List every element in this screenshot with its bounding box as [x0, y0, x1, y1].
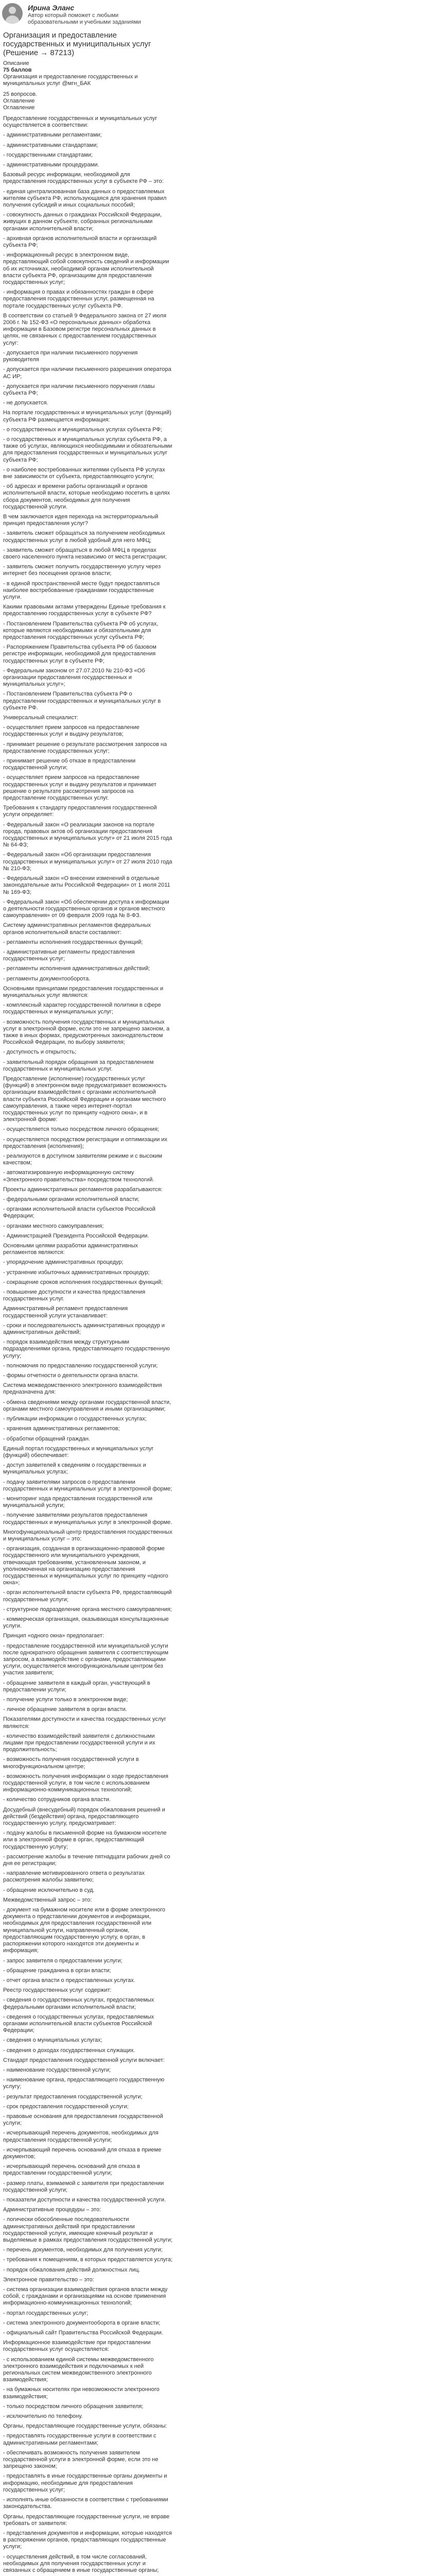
answer-option: - административными регламентами;: [3, 132, 102, 139]
answer-option: - полномочия по предоставлению государственной услуги;: [3, 1362, 158, 1369]
answer-option: - не допускается.: [3, 400, 48, 406]
answer-option: - федеральными органами исполнительной власти;: [3, 1196, 139, 1203]
answer-option: - о государственных и муниципальных услугах субъекта РФ;: [3, 426, 162, 433]
question-text: Межведомственный запрос – это:: [3, 1896, 92, 1903]
question-text: На портале государственных и муниципальных услуг (функций) субъекта РФ размещается информация:: [3, 410, 171, 423]
answer-option: - исчерпывающий перечень документов, необходимых для предоставления государственной услуги;: [3, 2130, 159, 2143]
question-text: Универсальный специалист:: [3, 715, 78, 721]
answer-option: - повышение доступности и качества предоставления государственных услуг.: [3, 1289, 146, 1302]
answer-option: - коммерческая организация, оказывающая консультационные услуги.: [3, 1616, 169, 1630]
answer-option: - единая централизованная база данных о предоставляемых жителям субъекта РФ, использующаяся для хранения правил получения субсидий и иных социальных пособий;: [3, 188, 167, 209]
question-text: Показателями доступности и качества государственных услуг являются:: [3, 1716, 166, 1730]
answer-option: - возможность получения государственной услуги в многофункциональном центре;: [3, 1756, 139, 1770]
meta-divider: [3, 111, 173, 115]
answer-option: - сведения о доходах государственных служащих.: [3, 2047, 135, 2054]
answer-option: - информационный ресурс в электронном виде, представляющий собой совокупность сведений и информации об их источниках, необходимой органам исполнительной власти субъекта РФ, организациям для предоставления государственных услуг;: [3, 252, 169, 286]
answer-option: - обращение гражданина в орган власти;: [3, 1967, 111, 1974]
answer-option: - регламенты исполнения государственных функций;: [3, 939, 143, 945]
answer-option: - возможность получения информации о ходе предоставления государственной услуги, в том числе с использованием информационно-коммуникационных технологий;: [3, 1773, 168, 1793]
answer-option: - органами местного самоуправления;: [3, 1223, 104, 1229]
answer-option: - получение заявителями результатов предоставления государственных и муниципальных услуг в электронной форме.: [3, 1512, 172, 1526]
answer-option: - архивная органов исполнительной власти и организаций субъекта РФ;: [3, 235, 157, 249]
question-text: Реестр государственных услуг содержит:: [3, 1987, 112, 1994]
question-text: Требования к стандарту предоставления государственной услуги определяет:: [3, 805, 157, 818]
question-text: Информационное взаимодействие при предоставлении государственных услуг осуществляется:: [3, 2340, 151, 2353]
answer-option: - допускается при наличии письменного поручения руководителя: [3, 349, 138, 363]
author-info: [28, 3, 162, 26]
avatar: [2, 3, 23, 24]
answer-option: - органами исполнительной власти субъектов Российской Федерации;: [3, 1206, 155, 1219]
answer-option: - исполнять иные обязанности в соответствии с требованиями законодательства.: [3, 2497, 168, 2510]
answer-option: - допускается при наличии письменного разрешения оператора АС ИР;: [3, 366, 171, 380]
document-meta: [3, 60, 173, 111]
answer-option: - Федеральный закон «Об обеспечении доступа к информации о деятельности государственных органов и органов местного самоуправления» от 09 февраля 2009 года № 8-ФЗ.: [3, 899, 169, 919]
answer-option: - Постановлением Правительства субъекта РФ об услугах, которые являются необходимыми и обязательными для предоставления государственных услуг субъекта РФ;: [3, 620, 159, 640]
answer-option: - сведения о государственных услугах, предоставляемых органами исполнительной власти субъектов Российской Федерации;: [3, 2013, 154, 2034]
author-description: Автор который поможет с любыми образовательными и учебными заданиями: [28, 12, 141, 25]
answer-option: - исчерпывающий перечень оснований для отказа в предоставлении государственной услуги;: [3, 2163, 141, 2177]
answer-option: - в единой пространственной месте будут предоставляться наиболее востребованные гражданами государственные услуги.: [3, 580, 160, 600]
answer-option: - комплексный характер государственной политики в сфере государственных и муниципальных услуг;: [3, 1002, 161, 1015]
answer-option: - обмена сведениями между органами государственной власти, органами местного самоуправления и иными организациями;: [3, 1399, 171, 1412]
question-text: Принцип «одного окна» предполагает:: [3, 1633, 104, 1639]
answer-option: - регламенты исполнения административных действий;: [3, 965, 150, 972]
question-text: Какими правовыми актами утверждены Единые требования к предоставлению государственных услуг в субъекте РФ?: [3, 604, 166, 617]
answer-option: - административными процедурами.: [3, 162, 99, 168]
meta-label: Описание: [3, 60, 29, 66]
answer-option: - заявитель сможет получить государственную услугу через интернет без посещения органов власти;: [3, 564, 161, 577]
answer-option: - с использованием единой системы межведомственного электронного взаимодействия и подключаемых к ней региональных систем межведомственного электронного взаимодействия;: [3, 2356, 154, 2383]
answer-option: - получение услуги только в электронном виде;: [3, 1697, 128, 1703]
question-text: Единый портал государственных и муниципальных услуг (функций) обеспечивает:: [3, 1445, 154, 1459]
answer-option: - порядок обжалования действий должностных лиц.: [3, 2266, 141, 2273]
author-name[interactable]: Ирина Эланс: [28, 4, 75, 12]
answer-option: - заявительный порядок обращения за предоставлением государственных и муниципальных услуг.: [3, 1059, 154, 1072]
answer-option: - мониторинг хода предоставления государственной или муниципальной услуги;: [3, 1495, 153, 1509]
question-text: Систему административных регламентов федеральных органов исполнительной власти составляют:: [3, 922, 151, 936]
question-text: Стандарт предоставления государственной услуги включает:: [3, 2057, 165, 2063]
answer-option: - перечень документов, необходимых для получения услуги;: [3, 2247, 163, 2253]
answer-option: - наименование государственной услуги;: [3, 2066, 111, 2073]
answer-option: - представления документов и информации, которые находятся в распоряжении органов, предоставляющих государственные услуги;: [3, 2530, 172, 2550]
answer-option: - информация о правах и обязанностях граждан в сфере предоставления государственных услуг, размещенная на портале государственных услуг субъекта РФ.: [3, 289, 154, 309]
page-title: Организация и предоставление государственных и муниципальных услуг (Решение → 87213): [3, 31, 151, 57]
answer-option: - административными стандартами;: [3, 142, 98, 148]
answer-option: - Федеральный закон «Об организации предоставления государственных и муниципальных услуг» от 27 июля 2010 года № 210-ФЗ;: [3, 852, 172, 872]
answer-option: - наименование органа, предоставляющего государственную услугу;: [3, 2077, 165, 2090]
answer-option: - правовые основания для предоставления государственной услуги;: [3, 2113, 163, 2127]
answer-option: - возможность получения государственных и муниципальных услуг в электронной форме, если это не запрещено законом, а также в иных формах, предусмотренных законодательством Российской Федерации, по выбору заявителя;: [3, 1019, 170, 1046]
answer-option: - сведения о муниципальных услугах;: [3, 2037, 102, 2044]
question-text: Органы, предоставляющие государственные услуги, не вправе требовать от заявителя:: [3, 2513, 170, 2527]
answer-option: - осуществляется только посредством личного обращения;: [3, 1126, 159, 1133]
answer-option: - о наиболее востребованных жителями субъекта РФ услугах вне зависимости от субъекта, предоставляющего услуги;: [3, 466, 165, 480]
answer-option: - совокупность данных о гражданах Российской Федерации, живущих в данном субъекте, собранных региональными органами исполнительной власти;: [3, 212, 162, 232]
answer-option: - доступность и открытость;: [3, 1049, 77, 1056]
answer-option: - автоматизированную информационную систему «Электронного правительства» посредством технологий.: [3, 1170, 154, 1183]
answer-option: - документ на бумажном носителе или в форме электронного документа о представлении документов и информации, необходимых для предоставления государственной или муниципальной услуги, направленный органом, предоставляющим государственную услугу, в орган, в распоряжении которого находятся эти документы и информация;: [3, 1907, 166, 1954]
answer-option: - устранение избыточных административных процедур;: [3, 1269, 150, 1276]
avatar-body-icon: [5, 15, 20, 24]
question-text: В чем заключается идея перехода на экстерриториальный принцип предоставления услуг?: [3, 513, 159, 527]
question-text: Досудебный (внесудебный) порядок обжалования решений и действий (бездействия) органа, предоставляющего государственную услугу, предусматривает:: [3, 1806, 165, 1827]
answer-option: - Федеральным законом от 27.07.2010 № 210-ФЗ «Об организации предоставления государственных и муниципальных услуг»;: [3, 667, 145, 688]
answer-option: - административные регламенты предоставления государственных услуг;: [3, 948, 135, 962]
answer-option: - личное обращение заявителя в орган власти.: [3, 1706, 127, 1713]
answer-option: - запрос заявителя о предоставлении услуги;: [3, 1957, 123, 1964]
answer-option: - предоставление государственной или муниципальной услуги после однократного обращения заявителя с соответствующим запросом, а взаимодействие с органами, предоставляющими услуги, осуществляется многофункциональным центром без участия заявителя;: [3, 1642, 169, 1676]
answer-option: - отчет органа власти о предоставленных услугах.: [3, 1977, 135, 1984]
answer-option: - осуществляется посредством регистрации и оптимизации их предоставления (исполнения);: [3, 1136, 167, 1149]
question-text: Система межведомственного электронного взаимодействия предназначена для:: [3, 1382, 162, 1396]
question-text: В соответствии со статьей 9 Федерального закона от 27 июля 2006 г. № 152-ФЗ «О персональных данных» обработка информации в Базовом регистре персональных данных в целях, не связанных с предоставлением государственных услуг:: [3, 312, 167, 346]
question-text: Предоставление государственных и муниципальных услуг осуществляется в соответствии:: [3, 115, 158, 129]
meta-value: Организация и предоставление государственных и муниципальных услуг @мгн_БАК: [3, 74, 138, 87]
meta-value: Оглавление: [3, 105, 35, 111]
answer-option: - допускается при наличии письменного поручения главы субъекта РФ;: [3, 383, 155, 396]
answer-option: - структурное подразделение органа местного самоуправления;: [3, 1606, 172, 1613]
answer-option: - предоставлять в иные государственные органы документы и информацию, необходимые для предоставления государственных услуг;: [3, 2473, 167, 2493]
answer-option: - сроки и последовательность административных процедур и административных действий;: [3, 1322, 165, 1336]
question-text: Проекты административных регламентов разрабатываются:: [3, 1186, 163, 1193]
answer-option: - обеспечивать возможность получения заявителем государственной услуги в электронной форме, если это не запрещено законом;: [3, 2449, 159, 2470]
answer-option: - направление мотивированного ответа о результатах рассмотрения жалобы заявителю;: [3, 1870, 145, 1884]
question-text: Предоставление (исполнение) государственных услуг (функций) в электронном виде предусматривает возможность организации взаимодействия с органами исполнительной власти субъекта Российской Федерации и органами местного самоуправления, а также через интернет-портал государственных услуг по принципу «одного окна», и в электронной форме:: [3, 1075, 167, 1123]
answer-option: - организация, созданная в организационно-правовой форме государственного или муниципального учреждения, отвечающая требованиям, установленным законом, и уполномоченная на организацию предоставления государственных и муниципальных услуг по принципу «одного окна»;: [3, 1546, 168, 1586]
answer-option: - принимает решение о результате рассмотрения запросов на предоставление государственных услуг;: [3, 741, 167, 754]
answer-option: - реализуются в доступном заявителям режиме и с высоким качеством;: [3, 1153, 162, 1166]
answer-option: - подачу заявителями запросов о предоставлении государственных и муниципальных услуг в электронной форме;: [3, 1479, 172, 1492]
answer-option: - Постановлением Правительства субъекта РФ о предоставлении государственных и муниципальных услуг в субъекте РФ.: [3, 691, 161, 711]
answer-option: - только посредством личного обращения заявителя;: [3, 2403, 144, 2410]
answer-option: - государственными стандартами;: [3, 151, 93, 158]
question-text: Административный регламент предоставления государственной услуги устанавливает:: [3, 1306, 128, 1319]
question-text: Административные процедуры – это:: [3, 2207, 101, 2213]
answer-option: - заявитель сможет обращаться за получением необходимых государственных услуг в любой удобный для него МФЦ;: [3, 530, 165, 544]
meta-value: 75 баллов: [3, 67, 32, 73]
answer-option: - Федеральный закон «О внесении изменений в отдельные законодательные акты Российской Федерации» от 1 июля 2011 № 169-ФЗ;: [3, 875, 170, 895]
answer-option: - хранения административных регламентов;: [3, 1426, 120, 1432]
answer-option: - осуществляет прием запросов на предоставление государственных услуг и выдачу результатов;: [3, 724, 139, 738]
answer-option: - количество сотрудников органа власти.: [3, 1797, 111, 1803]
answer-option: - орган исполнительной власти субъекта РФ, предоставляющий государственные услуги;: [3, 1589, 172, 1603]
answer-option: - упорядочение административных процедур;: [3, 1259, 124, 1266]
meta-value: Оглавление: [3, 98, 35, 104]
question-text: Основными целями разработки административных регламентов являются:: [3, 1243, 138, 1256]
answer-option: - обращение заявителя в каждый орган, участвующий в предоставлении услуги;: [3, 1680, 150, 1693]
answer-option: - предоставлять государственные услуги в соответствии с административными регламентами;: [3, 2433, 156, 2446]
answer-option: - обращение исключительно в суд.: [3, 1887, 95, 1893]
answer-option: - результат предоставления государственной услуги;: [3, 2093, 143, 2100]
answer-option: - публикации информации о государственных услугах;: [3, 1416, 147, 1422]
answer-option: - порядок взаимодействия между структурными подразделениями органа, предоставляющего государственную услугу;: [3, 1339, 170, 1359]
document-content: [0, 31, 173, 2576]
answer-option: - Распоряжением Правительства субъекта РФ об базовом регистре информации, необходимой для предоставления государственных услуг в субъекте РФ;: [3, 644, 156, 664]
answer-option: - обработки обращений граждан.: [3, 1435, 90, 1442]
answer-option: - система электронного документооборота в органе власти;: [3, 2319, 161, 2326]
answer-option: - портал государственных услуг;: [3, 2310, 89, 2316]
question-text: Многофункциональный центр предоставления государственных и муниципальных услуг – это:: [3, 1529, 172, 1542]
answer-option: - на бумажных носителях при невозможности электронного взаимодействия;: [3, 2386, 160, 2400]
avatar-head-icon: [9, 7, 16, 14]
answer-option: - заявитель сможет обращаться в любой МФЦ в пределах своего населенного пункта независимо от места регистрации;: [3, 547, 167, 560]
answer-option: - Федеральный закон «О реализации законов на портале города, правовых актов об организации предоставления государственных и муниципальных услуг» от 21 июля 2015 года № 64-ФЗ;: [3, 821, 172, 849]
question-text: Органы, предоставляющие государственные услуги, обязаны:: [3, 2423, 167, 2430]
meta-value: 25 вопросов.: [3, 91, 37, 97]
answer-option: - показатели доступности и качества государственной услуги.: [3, 2196, 166, 2203]
answer-option: - логически обособленные последовательности административных действий при предоставлении государственной услуги, имеющие конечный результат и выделяемые в рамках предоставления государственной услуги;: [3, 2216, 172, 2243]
answer-option: - Администрацией Президента Российской Федерации.: [3, 1232, 149, 1239]
answer-option: - исключительно по телефону.: [3, 2413, 83, 2420]
answer-option: - доступ заявителей к сведениям о государственных и муниципальных услугах;: [3, 1462, 146, 1476]
question-text: Основными принципами предоставления государственных и муниципальных услуг являются:: [3, 985, 164, 998]
answer-option: - официальный сайт Правительства Российской Федерации.: [3, 2330, 163, 2336]
answer-option: - сведения о государственных услугах, предоставляемых федеральными органами исполнительной власти;: [3, 1997, 154, 2010]
answer-option: - требования к помещениям, в которых предоставляется услуга;: [3, 2257, 173, 2263]
answer-option: - об адресах и времени работы организаций и органов исполнительной власти, которые необходимо посетить в целях сбора документов, необходимых для получения государственной услуги.: [3, 483, 170, 510]
answer-option: - принимает решение об отказе в предоставлении государственной услуги;: [3, 758, 136, 771]
question-text: Базовый ресурс информации, необходимой для предоставления государственных услуг в субъекте РФ – это:: [3, 172, 164, 185]
question-text: Электронное правительство – это:: [3, 2276, 94, 2283]
answer-option: - формы отчетности о деятельности органа власти.: [3, 1372, 139, 1379]
answer-option: - срок предоставления государственной услуги;: [3, 2103, 129, 2110]
author-header: [0, 0, 436, 31]
answer-option: - о государственных и муниципальных услугах субъекта РФ, а также об услугах, являющихся необходимыми и обязательными для предоставления государственных и муниципальных услуг субъекта РФ;: [3, 436, 172, 463]
answer-option: - рассмотрение жалобы в течение пятнадцати рабочих дней со дня ее регистрации;: [3, 1853, 170, 1867]
answer-option: - подачу жалобы в письменной форме на бумажном носителе или в электронной форме в орган, предоставляющий государственную услугу;: [3, 1830, 167, 1850]
answer-option: - осуществления действий, в том числе согласований, необходимых для получения государственных услуг и связанных с обращением в иные государственные органы;: [3, 2553, 159, 2573]
answer-option: - регламенты документооборота.: [3, 975, 91, 982]
document-body: [3, 115, 173, 2576]
answer-option: - сокращение сроков исполнения государственных функций;: [3, 1279, 163, 1285]
meta-gap: [3, 87, 173, 91]
answer-option: - размер платы, взимаемой с заявителя при предоставлении государственной услуги;: [3, 2180, 164, 2193]
answer-option: - система организации взаимодействия органов власти между собой, с гражданами и организациями на основе применения информационно-коммуникационных технологий;: [3, 2286, 168, 2307]
answer-option: - исчерпывающий перечень оснований для отказа в приеме документов;: [3, 2146, 162, 2160]
answer-option: - количество взаимодействий заявителя с должностными лицами при предоставлении государственной услуги и их продолжительность;: [3, 1733, 155, 1753]
answer-option: - осуществляет прием запросов на предоставление государственных услуг и выдачу результатов и принимает решение о результате рассмотрения запросов на предоставление государственных услуг.: [3, 774, 156, 802]
